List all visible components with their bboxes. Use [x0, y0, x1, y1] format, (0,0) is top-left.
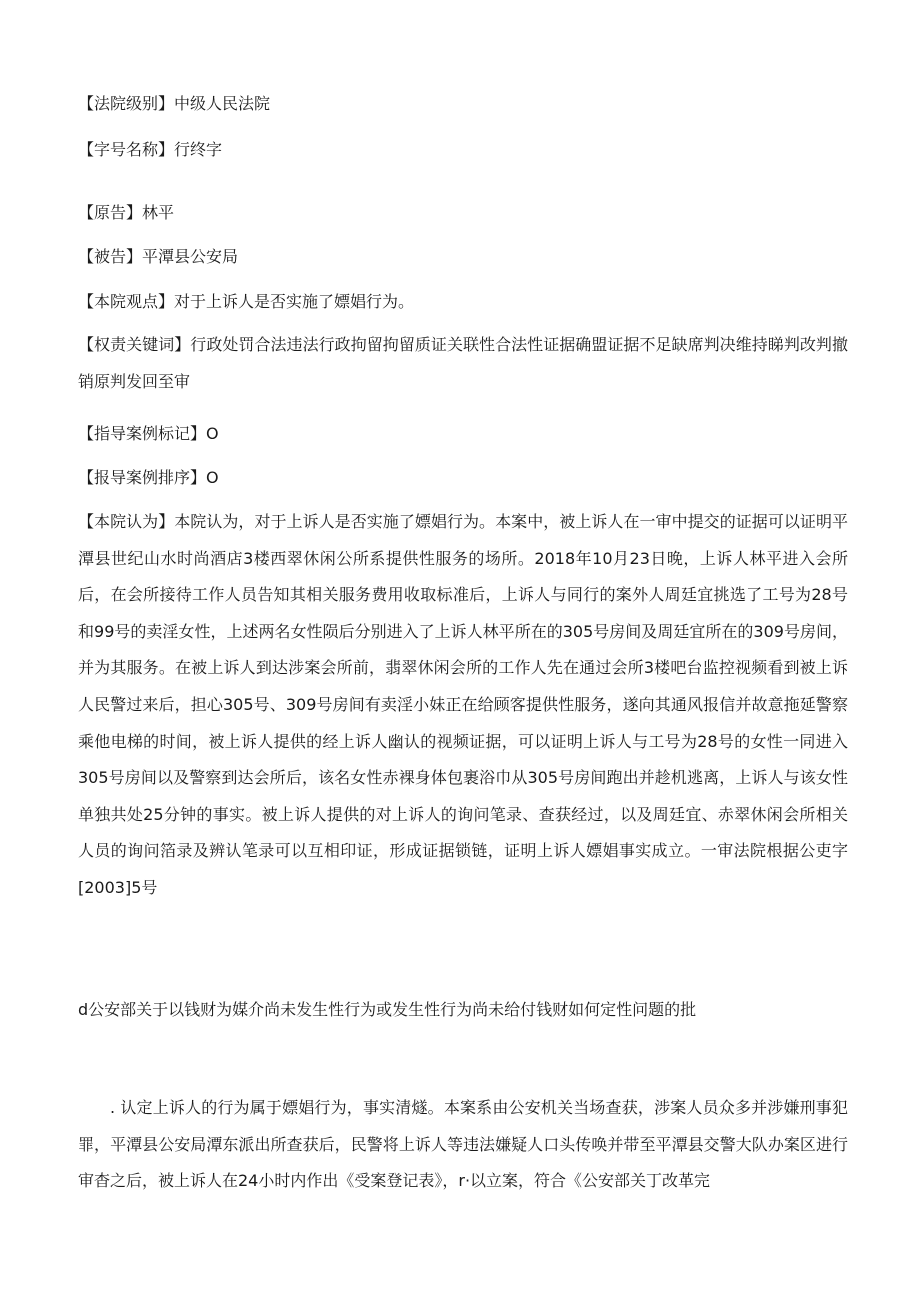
field-label: 【法院级别】	[78, 94, 175, 113]
opinion-label: 【本院认为】	[78, 512, 175, 531]
fragment-line: d公安部关于以钱财为媒介尚未发生性行为或发生性行为尚未给付钱财如何定性问题的批	[78, 1000, 697, 1019]
field-guiding-case-mark	[78, 424, 219, 444]
field-reported-case-order	[78, 468, 219, 488]
field-case-number-name	[78, 140, 222, 160]
field-value: 对于上诉人是否实施了嫖娼行为。	[174, 292, 415, 311]
field-value: O	[206, 424, 219, 443]
field-defendant	[78, 247, 238, 267]
field-value: 行终字	[174, 140, 223, 159]
field-label: 【本院观点】	[78, 292, 175, 311]
field-label: 【被告】	[78, 247, 143, 266]
field-label: 【字号名称】	[78, 140, 175, 159]
field-plaintiff	[78, 203, 174, 223]
field-value: 行政处罚合法违法行政拘留拘留质证关联性合法性证据确盟证据不足缺席判决维持睇判改判撤销原判发回至审	[78, 335, 848, 391]
field-value: 林平	[142, 203, 175, 222]
opinion-text: 本院认为，对于上诉人是否实施了嫖娼行为。本案中，被上诉人在一审中提交的证据可以证明平潭县世纪山水时尚酒店3楼西翠休闲公所系提供性服务的场所。2018年10月23日晚，上诉人林平进入会所后，在会所接待工作人员告知其相关服务费用收取标准后，上诉人与同行的案外人周廷宜挑选了工号为28号和99号的卖淫女性，上述两名女性陨后分别进入了上诉人林平所在的305号房间及周廷宜所在的309号房间，并为其服务。在被上诉人到达涉案会所前，翡翠休闲会所的工作人先在通过会所3楼吧台监控视频看到被上诉人民警过来后，担心305号、309号房间有卖淫小妹正在给顾客提供性服务，遂向其通风报信并故意拖延警察乘他电梯的时间，被上诉人提供的经上诉人幽认的视频证据，可以证明上诉人与工号为28号的女性一同进入305号房间以及警察到达会所后，该名女性赤裸身体包裹浴巾从305号房间跑出并趁机逃离，上诉人与该女性单独共处25分钟的事实。被上诉人提供的对上诉人的询问笔录、查获经过，以及周廷宜、赤翠休闲会所相关人员的询问箔录及辨认笔录可以互相印证，形成证据锁链，证明上诉人嫖娼事实成立。一审法院根据公吏字[2003]5号	[78, 512, 848, 897]
continuation-paragraph: . 认定上诉人的行为属于嫖娼行为，事实清燧。本案系由公安机关当场查获，涉案人员众多并涉嫌刑事犯罪，平潭县公安局潭东派出所查获后，民警将上诉人等违法嫌疑人口头传唤并带至平潭县交警大队办案区进行审杳之后，被上诉人在24小时内作出《受案登记表》，r·以立案，符合《公安部关丁改革完	[78, 1098, 848, 1191]
field-value: O	[206, 468, 219, 487]
field-label: 【权责关键词】	[78, 335, 191, 354]
field-court-viewpoint	[78, 292, 414, 312]
field-court-level	[78, 94, 270, 114]
field-value: 平潭县公安局	[142, 247, 239, 266]
field-label: 【指导案例标记】	[78, 424, 207, 443]
court-opinion-paragraph	[78, 504, 848, 907]
field-keywords	[78, 327, 848, 400]
field-label: 【报导案例排序】	[78, 468, 207, 487]
field-value: 中级人民法院	[174, 94, 271, 113]
field-label: 【原告】	[78, 203, 143, 222]
